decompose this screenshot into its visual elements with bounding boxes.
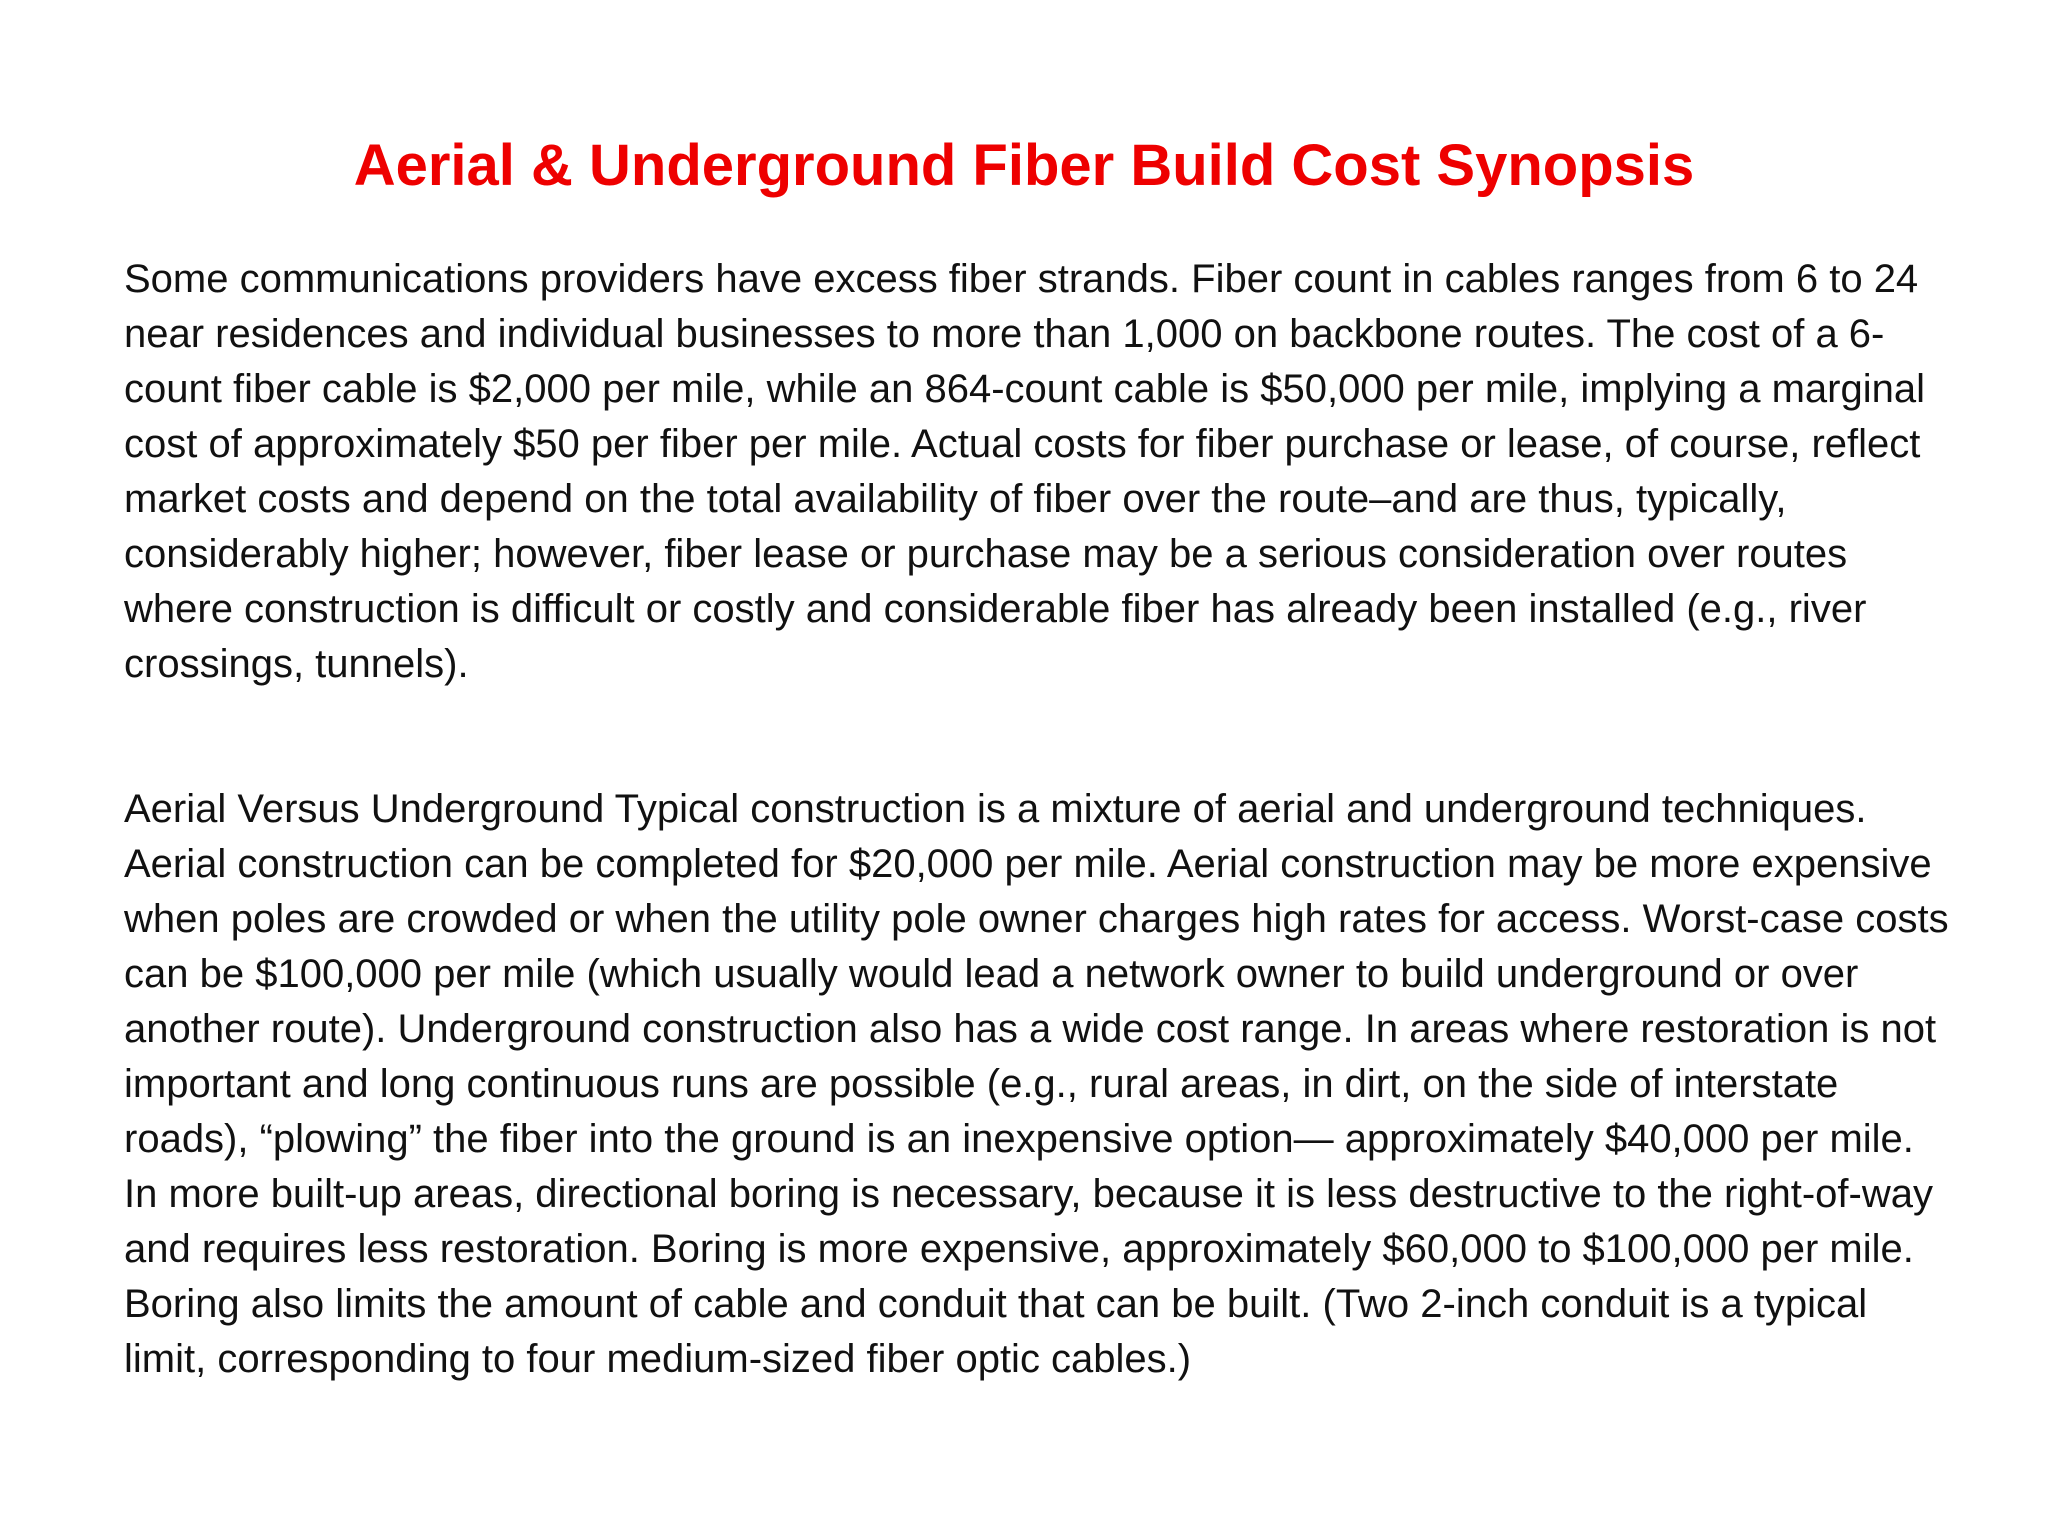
slide-title: Aerial & Underground Fiber Build Cost Synopsis <box>353 133 1695 198</box>
paragraph-fiber-costs: Some communications providers have excess fiber strands. Fiber count in cables ranges from 6 to 24 near residences and individual businesses to more than 1,000 on backbone routes. The cost of a 6-count fiber cable is $2,000 per mile, while an 864-count cable is $50,000 per mile, implying a marginal cost of approximately $50 per fiber per mile. Actual costs for fiber purchase or lease, of course, reflect market costs and depend on the total availability of fiber over the route–and are thus, typically, considerably higher; however, fiber lease or purchase may be a serious consideration over routes where construction is difficult or costly and considerable fiber has already been installed (e.g., river crossings, tunnels). <box>124 257 1925 686</box>
paragraph-aerial-vs-underground: Aerial Versus Underground Typical construction is a mixture of aerial and underground techniques. Aerial construction can be completed for $20,000 per mile. Aerial construction may be more expensive when poles are crowded or when the utility pole owner charges high rates for access. Worst-case costs can be $100,000 per mile (which usually would lead a network owner to build underground or over another route). Underground construction also has a wide cost range. In areas where restoration is not important and long continuous runs are possible (e.g., rural areas, in dirt, on the side of interstate roads), “plowing” the fiber into the ground is an inexpensive option— approximately $40,000 per mile. In more built-up areas, directional boring is necessary, because it is less destructive to the right-of-way and requires less restoration. Boring is more expensive, approximately $60,000 to $100,000 per mile. Boring also limits the amount of cable and conduit that can be built. (Two 2-inch conduit is a typical limit, corresponding to four medium-sized fiber optic cables.) <box>124 787 1949 1381</box>
